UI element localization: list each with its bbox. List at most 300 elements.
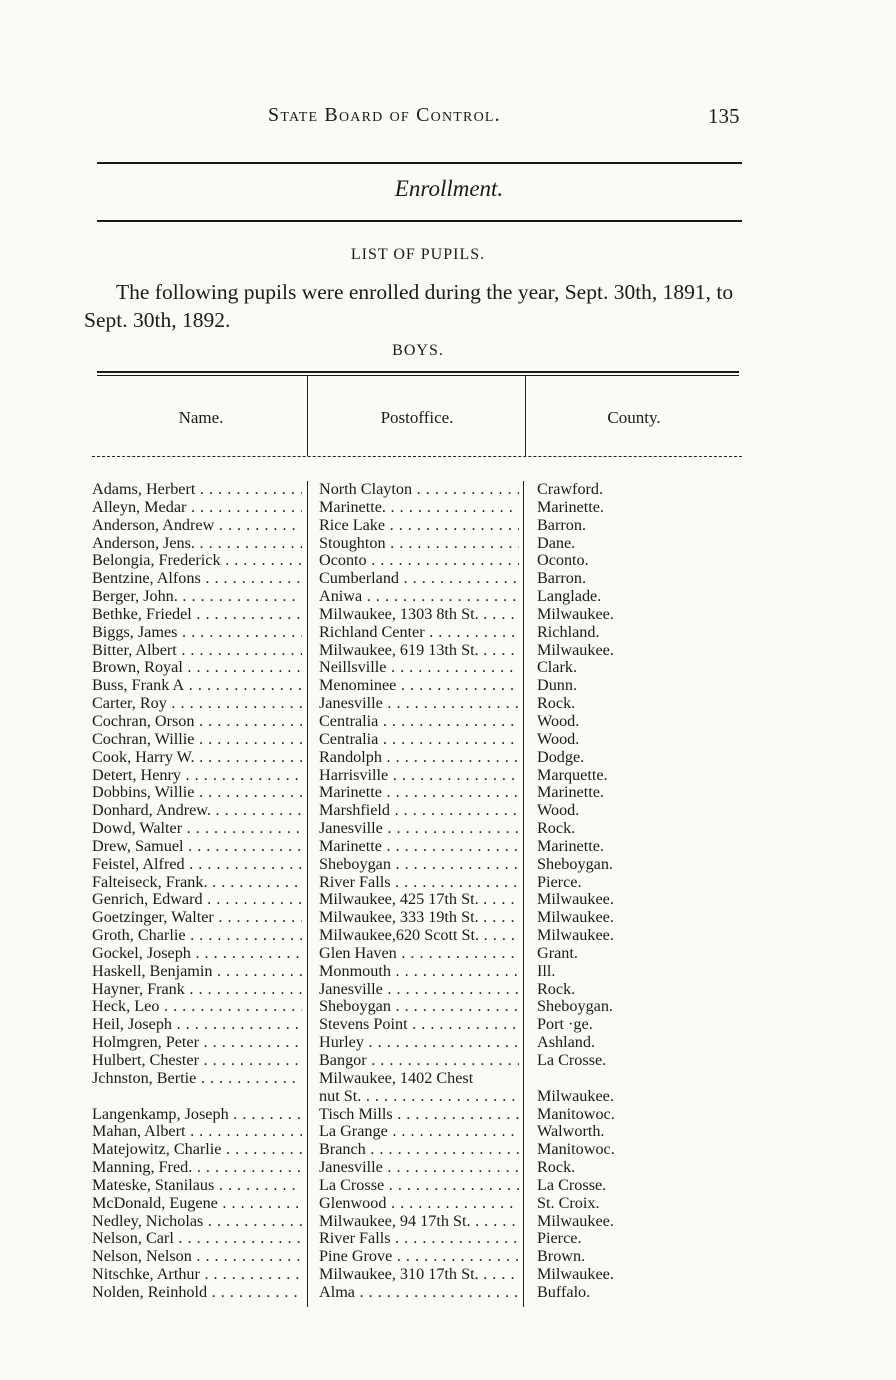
pupil-county-text: Walworth. <box>537 1123 605 1141</box>
pupil-county-text: Langlade. <box>537 588 602 606</box>
table-row <box>92 1195 752 1213</box>
pupil-postoffice <box>319 713 519 731</box>
pupil-postoffice <box>319 624 519 642</box>
pupil-postoffice-text: Milwaukee, 333 19th St. <box>319 909 479 927</box>
pupil-name <box>92 1177 302 1195</box>
boys-heading: BOYS. <box>392 342 444 359</box>
pupil-postoffice-text: Hurley <box>319 1034 364 1052</box>
pupil-name <box>92 499 302 517</box>
pupil-name <box>92 588 302 606</box>
pupil-name <box>92 1195 302 1213</box>
pupil-name-text: Drew, Samuel <box>92 837 184 855</box>
pupil-name <box>92 784 302 802</box>
pupil-name <box>92 767 302 785</box>
table-row <box>92 570 752 588</box>
pupil-postoffice <box>319 1123 519 1141</box>
pupil-postoffice <box>319 1213 519 1231</box>
pupil-county <box>537 677 737 695</box>
pupil-postoffice-text: Aniwa <box>319 588 363 606</box>
table-row <box>92 695 752 713</box>
pupil-county <box>537 713 737 731</box>
pupil-county <box>537 1016 737 1034</box>
pupil-name <box>92 998 302 1016</box>
table-row <box>92 535 752 553</box>
pupil-name-text: Brown, Royal <box>92 659 183 677</box>
pupil-postoffice <box>319 981 519 999</box>
table-row <box>92 927 752 945</box>
pupil-county-text: Port ·ge. <box>537 1016 593 1034</box>
column-header-county: County. <box>607 408 661 427</box>
pupil-postoffice-text: River Falls <box>319 873 391 891</box>
pupil-name <box>92 535 302 553</box>
pupil-county <box>537 642 737 660</box>
pupil-postoffice <box>319 731 519 749</box>
pupil-county <box>537 1052 737 1070</box>
table-row <box>92 909 752 927</box>
pupil-name-text: Anderson, Jens. <box>92 534 195 552</box>
pupil-county <box>537 1248 737 1266</box>
pupil-county-text: Milwaukee. <box>537 1087 614 1105</box>
pupil-postoffice <box>319 1284 519 1302</box>
pupil-county <box>537 1230 737 1248</box>
pupil-name <box>92 695 302 713</box>
pupil-county-text: Rock. <box>537 820 576 838</box>
pupil-county <box>537 552 737 570</box>
pupil-name <box>92 1034 302 1052</box>
pupil-name-text: Heck, Leo <box>92 998 160 1016</box>
pupil-name-text: Nedley, Nicholas <box>92 1212 204 1230</box>
pupil-name-text: Manning, Fred. <box>92 1159 193 1177</box>
pupil-postoffice-text: nut St. <box>319 1087 362 1105</box>
pupil-county-text: Manitowoc. <box>537 1141 615 1159</box>
pupil-name <box>92 891 302 909</box>
pupil-name-text: Nelson, Carl <box>92 1230 174 1248</box>
table-row <box>92 838 752 856</box>
table-row <box>92 1141 752 1159</box>
table-row <box>92 642 752 660</box>
pupil-postoffice <box>319 802 519 820</box>
pupil-postoffice <box>319 659 519 677</box>
column-header-name: Name. <box>178 408 224 427</box>
pupil-name <box>92 963 302 981</box>
pupil-county-text: Wood. <box>537 730 580 748</box>
pupil-county <box>537 998 737 1016</box>
pupil-name-text: Langenkamp, Joseph <box>92 1105 229 1123</box>
pupil-county <box>537 695 737 713</box>
pupil-county <box>537 874 737 892</box>
pupil-name <box>92 624 302 642</box>
pupil-county <box>537 1123 737 1141</box>
pupil-postoffice <box>319 1088 519 1106</box>
pupil-postoffice <box>319 1159 519 1177</box>
pupil-name <box>92 1284 302 1302</box>
pupil-county-text: Marinette. <box>537 784 604 802</box>
pupil-name-text: Genrich, Edward <box>92 891 203 909</box>
pupil-name <box>92 677 302 695</box>
pupil-postoffice <box>319 891 519 909</box>
pupil-postoffice <box>319 927 519 945</box>
pupil-county <box>537 749 737 767</box>
pupil-postoffice <box>319 1177 519 1195</box>
pupil-county-text: Richland. <box>537 623 600 641</box>
pupil-county-text: Marinette. <box>537 837 604 855</box>
pupil-name <box>92 909 302 927</box>
pupil-county <box>537 927 737 945</box>
pupil-postoffice-text: Marinette <box>319 784 382 802</box>
pupil-county-text: Milwaukee. <box>537 605 614 623</box>
pupil-postoffice-text: La Grange <box>319 1123 388 1141</box>
pupil-county-text: Brown. <box>537 1248 586 1266</box>
pupil-county-text: Milwaukee. <box>537 1212 614 1230</box>
pupil-postoffice <box>319 1230 519 1248</box>
pupil-name <box>92 481 302 499</box>
table-row <box>92 874 752 892</box>
table-row <box>92 749 752 767</box>
pupil-county <box>537 624 737 642</box>
pupil-county-text: Clark. <box>537 659 578 677</box>
pupil-name-text: Berger, John. <box>92 588 178 606</box>
table-row <box>92 517 752 535</box>
pupil-county-text: Milwaukee. <box>537 909 614 927</box>
table-row <box>92 1248 752 1266</box>
pupil-postoffice <box>319 1106 519 1124</box>
table-row <box>92 1016 752 1034</box>
pupil-county-text: Manitowoc. <box>537 1105 615 1123</box>
pupil-county-text: Ill. <box>537 962 556 980</box>
pupil-county <box>537 535 737 553</box>
table-row <box>92 802 752 820</box>
pupil-county-text: Sheboygan. <box>537 855 613 873</box>
pupil-name <box>92 927 302 945</box>
pupil-name-text: Nolden, Reinhold <box>92 1283 208 1301</box>
pupil-postoffice-text: Tisch Mills <box>319 1105 393 1123</box>
pupil-postoffice-text: River Falls <box>319 1230 391 1248</box>
pupil-name-text: Belongia, Frederick <box>92 552 221 570</box>
section-title <box>0 176 896 202</box>
pupil-name <box>92 517 302 535</box>
pupil-postoffice <box>319 1195 519 1213</box>
pupil-county-text: Dodge. <box>537 748 585 766</box>
pupil-county <box>537 1106 737 1124</box>
pupil-name-text: Cook, Harry W. <box>92 748 195 766</box>
pupil-name-text: Nelson, Nelson <box>92 1248 192 1266</box>
pupil-postoffice <box>319 570 519 588</box>
pupil-name <box>92 981 302 999</box>
pupil-name <box>92 1248 302 1266</box>
pupil-name <box>92 642 302 660</box>
pupil-county <box>537 945 737 963</box>
table-row <box>92 1159 752 1177</box>
table-row <box>92 1230 752 1248</box>
pupil-name <box>92 838 302 856</box>
pupil-postoffice-text: Marinette <box>319 837 382 855</box>
pupil-county <box>537 1195 737 1213</box>
column-divider-2 <box>525 376 526 456</box>
pupil-postoffice <box>319 517 519 535</box>
pupil-postoffice-text: Milwaukee, 94 17th St. <box>319 1212 471 1230</box>
pupil-name <box>92 606 302 624</box>
pupil-county-text: Rock. <box>537 1159 576 1177</box>
pupil-postoffice-text: Milwaukee, 1303 8th St. <box>319 605 479 623</box>
pupil-name <box>92 659 302 677</box>
pupil-postoffice <box>319 1070 519 1088</box>
running-head-title: State Board of Control. <box>268 104 501 126</box>
pupil-postoffice <box>319 552 519 570</box>
pupil-name-text: Detert, Henry <box>92 766 181 784</box>
pupil-name <box>92 1266 302 1284</box>
pupil-name-text: Goetzinger, Walter <box>92 909 214 927</box>
pupil-name-text: Jchnston, Bertie <box>92 1069 197 1087</box>
pupil-county <box>537 1088 737 1106</box>
pupil-county <box>537 838 737 856</box>
pupil-name <box>92 1106 302 1124</box>
pupil-county <box>537 1177 737 1195</box>
pupil-county <box>537 1284 737 1302</box>
pupil-name <box>92 749 302 767</box>
pupil-postoffice <box>319 1248 519 1266</box>
pupil-postoffice-text: Stevens Point <box>319 1016 408 1034</box>
pupil-name-text: Nitschke, Arthur <box>92 1266 200 1284</box>
pupil-county <box>537 891 737 909</box>
table-row <box>92 1266 752 1284</box>
pupil-name-text: Matejowitz, Charlie <box>92 1141 222 1159</box>
table-row <box>92 856 752 874</box>
pupil-county-text: Milwaukee. <box>537 927 614 945</box>
pupil-county-text: Milwaukee. <box>537 1266 614 1284</box>
table-row <box>92 624 752 642</box>
pupil-county-text: Rock. <box>537 695 576 713</box>
pupil-postoffice-text: Janesville <box>319 980 383 998</box>
pupil-name <box>92 1141 302 1159</box>
pupil-postoffice <box>319 784 519 802</box>
pupil-postoffice <box>319 820 519 838</box>
pupil-postoffice-text: Glenwood <box>319 1194 387 1212</box>
pupil-postoffice-text: Marinette. <box>319 498 386 516</box>
pupil-name-text: Dobbins, Willie <box>92 784 195 802</box>
pupil-name-text: Mateske, Stanilaus <box>92 1176 215 1194</box>
pupil-postoffice <box>319 749 519 767</box>
pupil-postoffice <box>319 856 519 874</box>
pupil-postoffice-text: Oconto <box>319 552 367 570</box>
table-row <box>92 1106 752 1124</box>
pupil-name-text: Donhard, Andrew. <box>92 802 211 820</box>
pupil-name <box>92 1123 302 1141</box>
pupil-county <box>537 963 737 981</box>
pupil-county <box>537 802 737 820</box>
table-row <box>92 784 752 802</box>
pupil-postoffice-text: Sheboygan <box>319 855 391 873</box>
pupil-postoffice-text: La Crosse <box>319 1176 385 1194</box>
pupil-county-text: Pierce. <box>537 1230 582 1248</box>
column-divider-1 <box>307 376 308 456</box>
pupil-postoffice-text: Milwaukee,620 Scott St. <box>319 927 480 945</box>
pupil-name-text: Haskell, Benjamin <box>92 962 213 980</box>
pupil-name <box>92 552 302 570</box>
pupil-postoffice-text: Janesville <box>319 695 383 713</box>
table-row <box>92 1177 752 1195</box>
pupil-name-text: Gockel, Joseph <box>92 944 191 962</box>
section-rule <box>97 220 742 222</box>
pupil-postoffice <box>319 1016 519 1034</box>
pupil-postoffice-text: Glen Haven <box>319 944 397 962</box>
pupil-postoffice <box>319 535 519 553</box>
table-row <box>92 963 752 981</box>
pupil-county-text: Pierce. <box>537 873 582 891</box>
pupil-list <box>92 481 752 1302</box>
pupil-county <box>537 856 737 874</box>
pupil-county <box>537 784 737 802</box>
pupil-county-text: Dunn. <box>537 677 578 695</box>
pupil-county <box>537 570 737 588</box>
column-header-postoffice: Postoffice. <box>380 408 454 427</box>
table-row <box>92 891 752 909</box>
pupil-name-text: Falteiseck, Frank. <box>92 873 208 891</box>
intro-text: The following pupils were enrolled during the year, Sept. 30th, 1891, to Sept. 30th, 1892. <box>84 280 734 332</box>
pupil-name-text: Adams, Herbert <box>92 481 196 498</box>
table-row <box>92 981 752 999</box>
table-row <box>92 1213 752 1231</box>
pupil-county-text: Wood. <box>537 712 580 730</box>
pupil-county <box>537 820 737 838</box>
pupil-county-text: La Crosse. <box>537 1176 607 1194</box>
pupil-county <box>537 1034 737 1052</box>
pupil-county-text: Oconto. <box>537 552 589 570</box>
pupil-name-text: Bitter, Albert <box>92 641 177 659</box>
pupil-postoffice <box>319 874 519 892</box>
pupil-name <box>92 1052 302 1070</box>
pupil-county-text: Buffalo. <box>537 1283 591 1301</box>
pupil-name-text: Hayner, Frank <box>92 980 185 998</box>
pupil-county-text: Marquette. <box>537 766 608 784</box>
pupil-postoffice-text: Milwaukee, 1402 Chest <box>319 1069 474 1087</box>
table-top-rule-2 <box>97 375 739 376</box>
pupil-name <box>92 945 302 963</box>
pupil-county-text: Marinette. <box>537 498 604 516</box>
pupil-name <box>92 713 302 731</box>
table-row <box>92 1088 752 1106</box>
pupil-name-text: Holmgren, Peter <box>92 1034 199 1052</box>
pupil-county-text: Rock. <box>537 980 576 998</box>
pupil-postoffice <box>319 963 519 981</box>
table-row <box>92 820 752 838</box>
pupil-postoffice-text: Centralia <box>319 712 379 730</box>
pupil-postoffice <box>319 588 519 606</box>
pupil-postoffice <box>319 1266 519 1284</box>
pupil-postoffice-text: Alma <box>319 1283 355 1301</box>
pupil-name <box>92 1230 302 1248</box>
pupil-postoffice <box>319 606 519 624</box>
pupil-county <box>537 731 737 749</box>
pupil-county <box>537 606 737 624</box>
pupil-county-text: Milwaukee. <box>537 641 614 659</box>
pupil-name <box>92 1213 302 1231</box>
pupil-postoffice <box>319 1052 519 1070</box>
table-row <box>92 588 752 606</box>
pupil-postoffice <box>319 481 519 499</box>
pupil-county-text: Wood. <box>537 802 580 820</box>
pupil-name <box>92 731 302 749</box>
pupil-postoffice-text: Milwaukee, 425 17th St. <box>319 891 479 909</box>
table-row <box>92 677 752 695</box>
pupil-county-text: La Crosse. <box>537 1052 607 1069</box>
pupil-postoffice-text: Milwaukee, 310 17th St. <box>319 1266 479 1284</box>
pupil-name-text: Hulbert, Chester <box>92 1052 199 1069</box>
pupil-name <box>92 820 302 838</box>
pupil-postoffice <box>319 945 519 963</box>
table-row <box>92 499 752 517</box>
pupil-county-text: Barron. <box>537 570 586 588</box>
table-row <box>92 998 752 1016</box>
pupil-name <box>92 570 302 588</box>
running-head <box>0 104 896 132</box>
pupil-county <box>537 659 737 677</box>
pupil-county-text: Barron. <box>537 516 586 534</box>
pupil-name-text: Heil, Joseph <box>92 1016 173 1034</box>
pupil-county <box>537 1213 737 1231</box>
table-row <box>92 552 752 570</box>
pupil-postoffice <box>319 642 519 660</box>
pupil-postoffice <box>319 499 519 517</box>
intro-paragraph <box>84 278 744 334</box>
pupil-postoffice-text: Branch <box>319 1141 366 1159</box>
pupil-county-text: Grant. <box>537 944 578 962</box>
table-row <box>92 1052 752 1070</box>
pupil-postoffice-text: Harrisville <box>319 766 389 784</box>
table-row <box>92 1284 752 1302</box>
pupil-postoffice <box>319 695 519 713</box>
table-row <box>92 1123 752 1141</box>
pupil-postoffice-text: Monmouth <box>319 962 391 980</box>
pupil-postoffice-text: Janesville <box>319 1159 383 1177</box>
pupil-postoffice-text: Marshfield <box>319 802 391 820</box>
header-divider <box>92 456 742 457</box>
pupil-county <box>537 909 737 927</box>
pupil-postoffice-text: Cumberland <box>319 570 400 588</box>
list-heading: LIST OF PUPILS. <box>350 246 486 263</box>
page-number: 135 <box>708 104 740 128</box>
pupil-postoffice-text: Rice Lake <box>319 516 386 534</box>
pupil-postoffice-text: Janesville <box>319 820 383 838</box>
pupil-postoffice-text: North Clayton <box>319 481 413 498</box>
pupil-county <box>537 981 737 999</box>
pupil-name <box>92 856 302 874</box>
pupil-county <box>537 1159 737 1177</box>
pupil-name-text: Cochran, Orson <box>92 712 195 730</box>
table-row <box>92 731 752 749</box>
table-row <box>92 1034 752 1052</box>
pupil-county <box>537 517 737 535</box>
pupil-county-text: St. Croix. <box>537 1194 600 1212</box>
pupil-postoffice <box>319 1141 519 1159</box>
table-row <box>92 659 752 677</box>
pupil-postoffice <box>319 909 519 927</box>
pupil-name-text: Dowd, Walter <box>92 820 183 838</box>
pupil-name-text: McDonald, Eugene <box>92 1194 218 1212</box>
pupil-postoffice-text: Menominee <box>319 677 397 695</box>
pupil-postoffice-text: Pine Grove <box>319 1248 393 1266</box>
pupil-name-text: Cochran, Willie <box>92 730 195 748</box>
pupil-postoffice-text: Sheboygan <box>319 998 391 1016</box>
pupil-postoffice <box>319 1034 519 1052</box>
pupil-county-text: Crawford. <box>537 481 604 498</box>
pupil-county-text: Milwaukee. <box>537 891 614 909</box>
pupil-name <box>92 1070 302 1088</box>
pupil-name-text: Alleyn, Medar <box>92 498 187 516</box>
section-title-text: Enrollment. <box>394 176 504 201</box>
pupil-county-text: Sheboygan. <box>537 998 613 1016</box>
table-row <box>92 945 752 963</box>
pupil-postoffice-text: Centralia <box>319 730 379 748</box>
